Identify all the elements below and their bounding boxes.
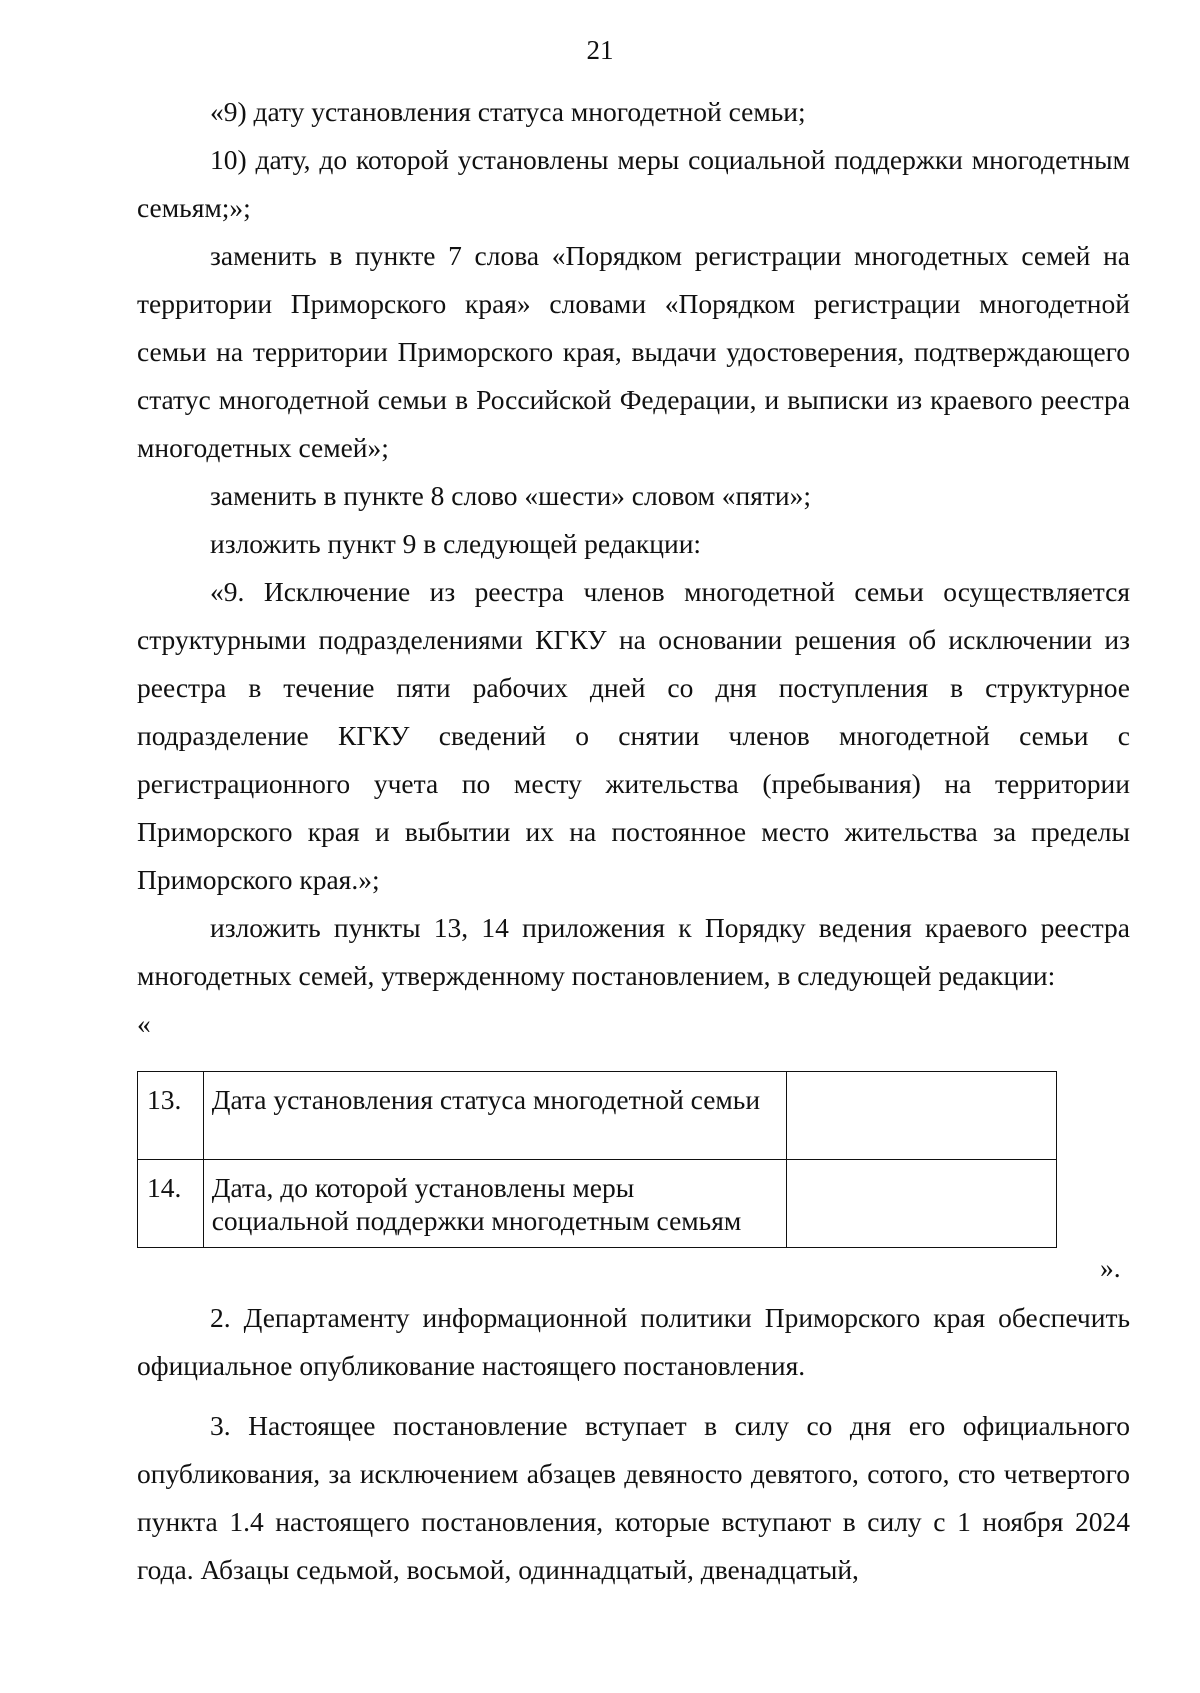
row-label: Дата установления статуса многодетной семьи — [203, 1072, 786, 1160]
row-value — [787, 1072, 1057, 1160]
row-number: 13. — [138, 1072, 204, 1160]
appendix-table — [137, 1071, 1057, 1248]
document-body-bottom — [137, 1294, 1130, 1594]
row-value — [787, 1160, 1057, 1248]
paragraph-points-13-14-intro: изложить пункты 13, 14 приложения к Порядку ведения краевого реестра многодетных семей, утвержденному постановлением, в следующей редакции: — [137, 912, 1130, 991]
table-row — [138, 1160, 1057, 1248]
page-number: 21 — [586, 35, 614, 65]
paragraph-point-9-text: «9. Исключение из реестра членов многодетной семьи осуществляется структурными подразделениями КГКУ на основании решения об исключении из реестра в течение пяти рабочих дней со дня поступления в структурное подразделение КГКУ сведений о снятии членов многодетной семьи с регистрационного учета по месту жительства (пребывания) на территории Приморского края и выбытии их на постоянное место жительства за пределы Приморского края.»; — [137, 576, 1130, 895]
paragraph-point-8: заменить в пункте 8 слово «шести» словом «пяти»; — [210, 480, 812, 511]
quote-close-mark: ». — [1100, 1252, 1121, 1283]
paragraph-section-3: 3. Настоящее постановление вступает в силу со дня его официального опубликования, за исключением абзацев девяносто девятого, сотого, сто четвертого пункта 1.4 настоящего постановления, которые вступают в силу с 1 ноября 2024 года. Абзацы седьмой, восьмой, одиннадцатый, двенадцатый, — [137, 1410, 1130, 1585]
row-label: Дата, до которой установлены меры социальной поддержки многодетным семьям — [203, 1160, 786, 1248]
quote-open-mark: « — [137, 1008, 151, 1039]
document-body-top — [137, 88, 1130, 1048]
paragraph-item-9: «9) дату установления статуса многодетной семьи; — [210, 96, 806, 127]
paragraph-point-9-intro: изложить пункт 9 в следующей редакции: — [210, 528, 702, 559]
table-row — [138, 1072, 1057, 1160]
row-number: 14. — [138, 1160, 204, 1248]
paragraph-section-2: 2. Департаменту информационной политики Приморского края обеспечить официальное опубликование настоящего постановления. — [137, 1302, 1130, 1381]
paragraph-item-10: 10) дату, до которой установлены меры социальной поддержки многодетным семьям;»; — [137, 144, 1130, 223]
paragraph-point-7: заменить в пункте 7 слова «Порядком регистрации многодетных семей на территории Приморского края» словами «Порядком регистрации многодетной семьи на территории Приморского края, выдачи удостоверения, подтверждающего статус многодетной семьи в Российской Федерации, и выписки из краевого реестра многодетных семей»; — [137, 240, 1130, 463]
